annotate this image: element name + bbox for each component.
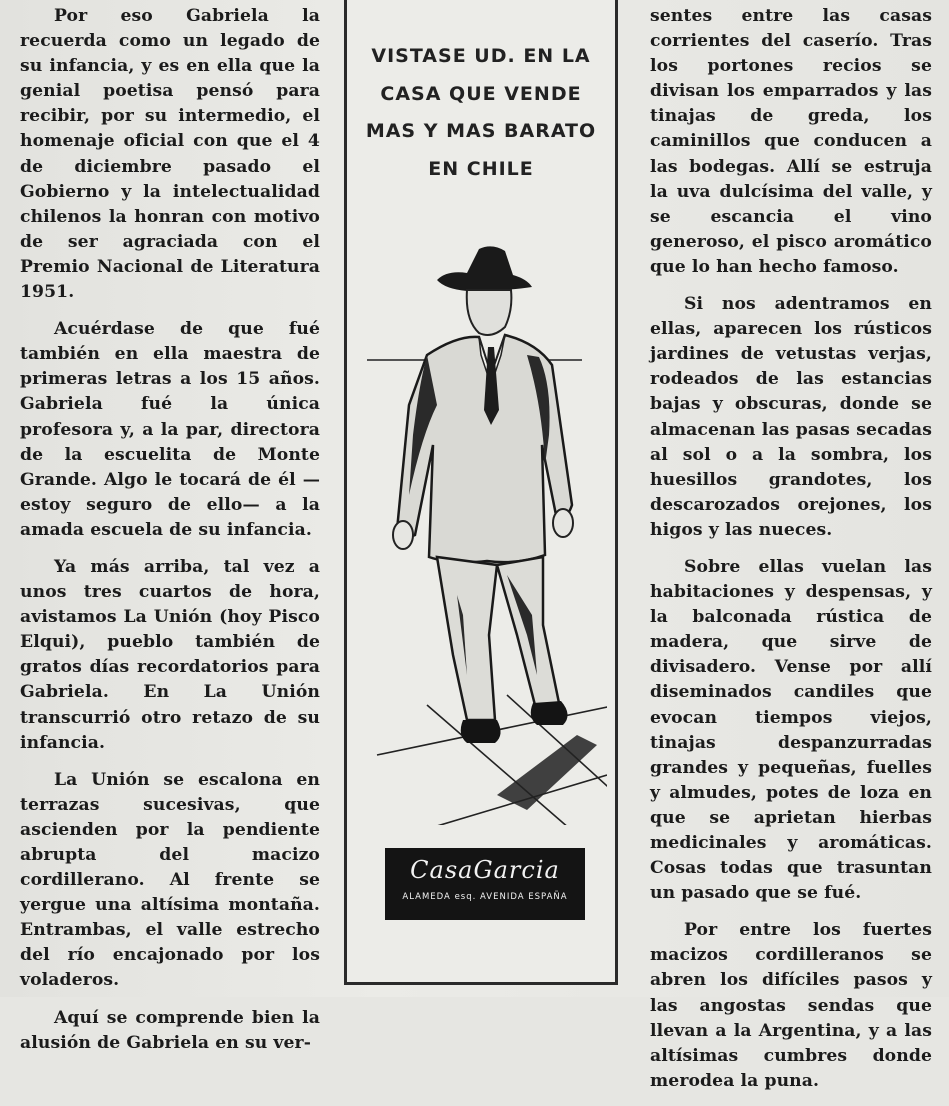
article-paragraph: Acuérdase de que fué también en ella maestra de primeras letras a los 15 años. Gabriela fué la única profesora y, a la par, directora de la escuelita de Monte Grande. Algo le tocará de él —estoy seguro de ello— a la amada escuela de su infancia. [20, 319, 320, 540]
article-paragraph: sentes entre las casas corrientes del caserío. Tras los portones recios se divisan los emparrados y las tinajas de greda, los caminillos que conducen a las bodegas. Allí se estruja la uva dulcísima del valle, y se escancia el vino generoso, el pisco aromático que lo han hecho famoso. [650, 6, 932, 277]
slogan-line: VISTASE UD. EN LA [371, 45, 591, 67]
article-paragraph: Si nos adentramos en ellas, aparecen los rústicos jardines de vetustas verjas, rodeados de las estancias bajas y obscuras, donde se almacenan las pasas secadas al sol o a la sombra, los huesillos grandotes, los descarozados orejones, los higos y las nueces. [650, 294, 932, 540]
slogan-line: MAS Y MAS BARATO [365, 120, 597, 142]
article-paragraph: Ya más arriba, tal vez a unos tres cuartos de hora, avistamos La Unión (hoy Pisco Elqui), pueblo también de gratos días recordatorios para Gabriela. En La Unión transcurrió otro retazo de su infancia. [20, 556, 320, 753]
casa-garcia-logo [385, 848, 585, 920]
left-article-column [20, 4, 320, 1068]
walking-man-illustration [367, 235, 607, 825]
slogan-line: CASA QUE VENDE [380, 82, 582, 105]
right-article-column [650, 4, 932, 1106]
slogan-line: EN CHILE [428, 157, 534, 180]
article-paragraph: Sobre ellas vuelan las habitaciones y despensas, y la balconada rústica de madera, que sirve de divisadero. Vense por allí diseminados candiles que evocan tiempos viejos, tinajas despanzurradas grandes y pequeñas, fuelles y almudes, potes de loza en que se aprietan hierbas medicinales y aromáticas. Cosas todas que trasuntan un pasado que se fué. [650, 556, 932, 904]
casa-garcia-advertisement [344, 0, 618, 985]
logo-name: CasaGarcia [410, 856, 560, 884]
article-paragraph: Aquí se comprende bien la alusión de Gabriela en su ver- [20, 1007, 320, 1053]
ad-slogan [347, 38, 615, 188]
logo-address: ALAMEDA esq. AVENIDA ESPAÑA [402, 892, 568, 902]
article-paragraph: Por entre los fuertes macizos cordilleranos se abren los difíciles pasos y las angostas sendas que llevan a la Argentina, y a las altísimas cumbres donde merodea la puna. [650, 920, 932, 1091]
article-paragraph: Por eso Gabriela la recuerda como un legado de su infancia, y es en ella que la genial poetisa pensó para recibir, por su intermedio, el homenaje oficial con que el 4 de diciembre pasado el Gobierno y la intelectualidad chilenos la honran con motivo de ser agraciada con el Premio Nacional de Literatura 1951. [20, 6, 320, 303]
article-paragraph: La Unión se escalona en terrazas sucesivas, que ascienden por la pendiente abrupta del macizo cordillerano. Al frente se yergue una altísima montaña. Entrambas, el valle estrecho del río encajonado por los voladeros. [20, 769, 320, 991]
